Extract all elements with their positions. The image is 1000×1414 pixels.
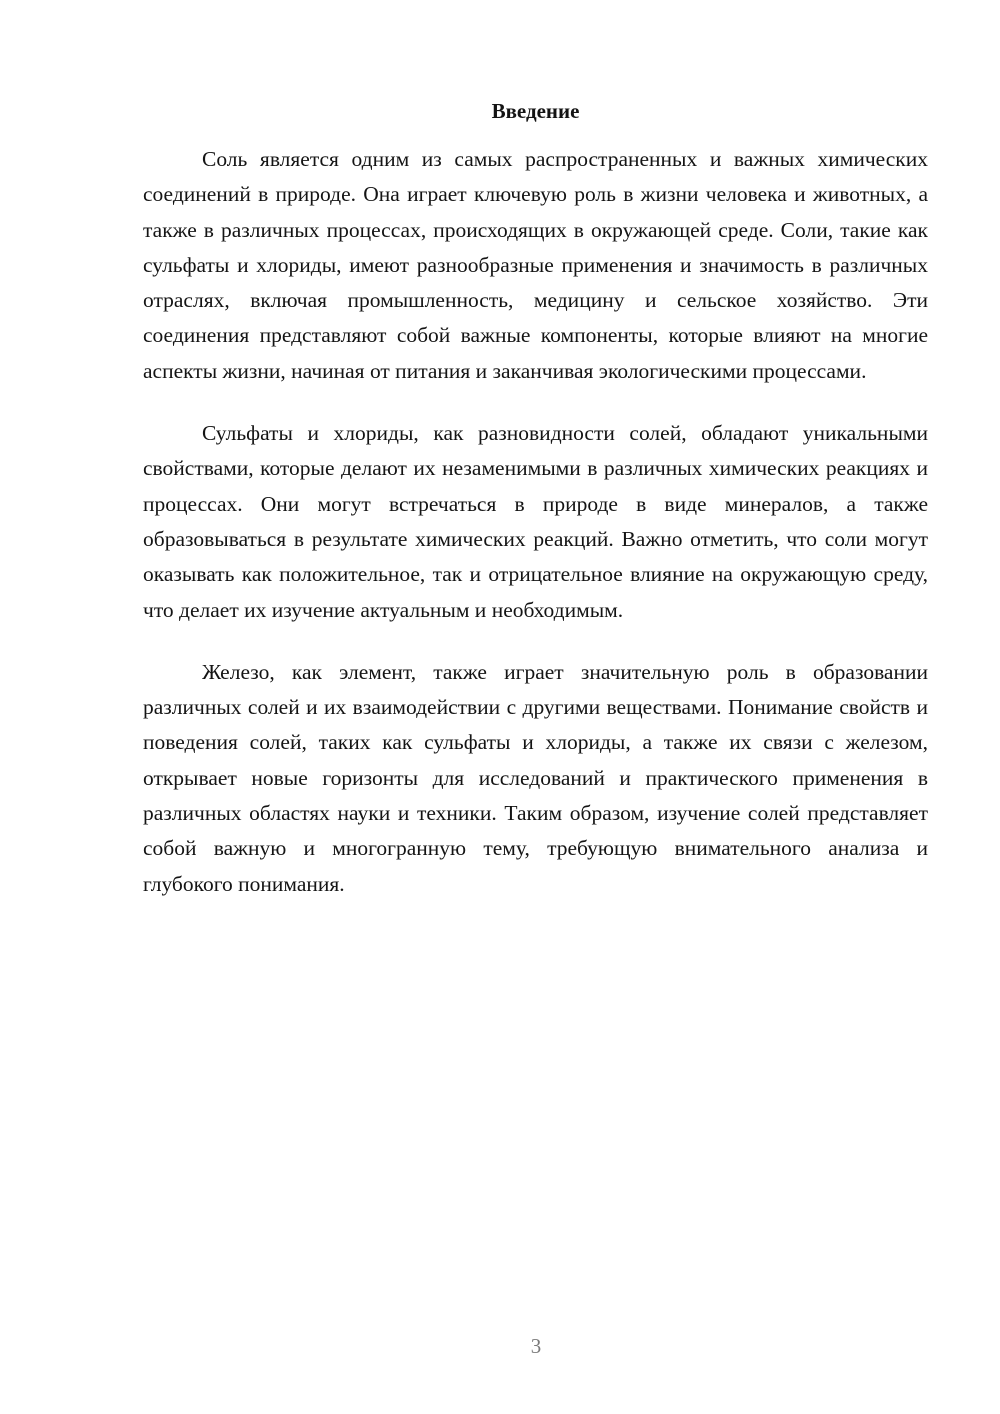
section-title [143, 96, 928, 126]
page-number: 3 [530, 1334, 542, 1358]
paragraph-2: Сульфаты и хлориды, как разновидности солей, обладают уникальными свойствами, которые делают их незаменимыми в различных химических реакциях и процессах. Они могут встречаться в природе в виде минералов, а также образовываться в результате химических реакций. Важно отметить, что соли могут оказывать как положительное, так и отрицательное влияние на окружающую среду, что делает их изучение актуальным и необходимым. [143, 421, 928, 622]
paragraph-1: Соль является одним из самых распространенных и важных химических соединений в природе. Она играет ключевую роль в жизни человека и животных, а также в различных процессах, происходящих в окружающей среде. Соли, такие как сульфаты и хлориды, имеют разнообразные применения и значимость в различных отраслях, включая промышленность, медицину и сельское хозяйство. Эти соединения представляют собой важные компоненты, которые влияют на многие аспекты жизни, начиная от питания и заканчивая экологическими процессами. [143, 147, 928, 383]
paragraph-3: Железо, как элемент, также играет значительную роль в образовании различных солей и их взаимодействии с другими веществами. Понимание свойств и поведения солей, таких как сульфаты и хлориды, а также их связи с железом, открывает новые горизонты для исследований и практического применения в различных областях науки и техники. Таким образом, изучение солей представляет собой важную и многогранную тему, требующую внимательного анализа и глубокого понимания. [143, 659, 928, 896]
section-title-text: Введение [491, 99, 580, 123]
body-text [143, 142, 928, 929]
